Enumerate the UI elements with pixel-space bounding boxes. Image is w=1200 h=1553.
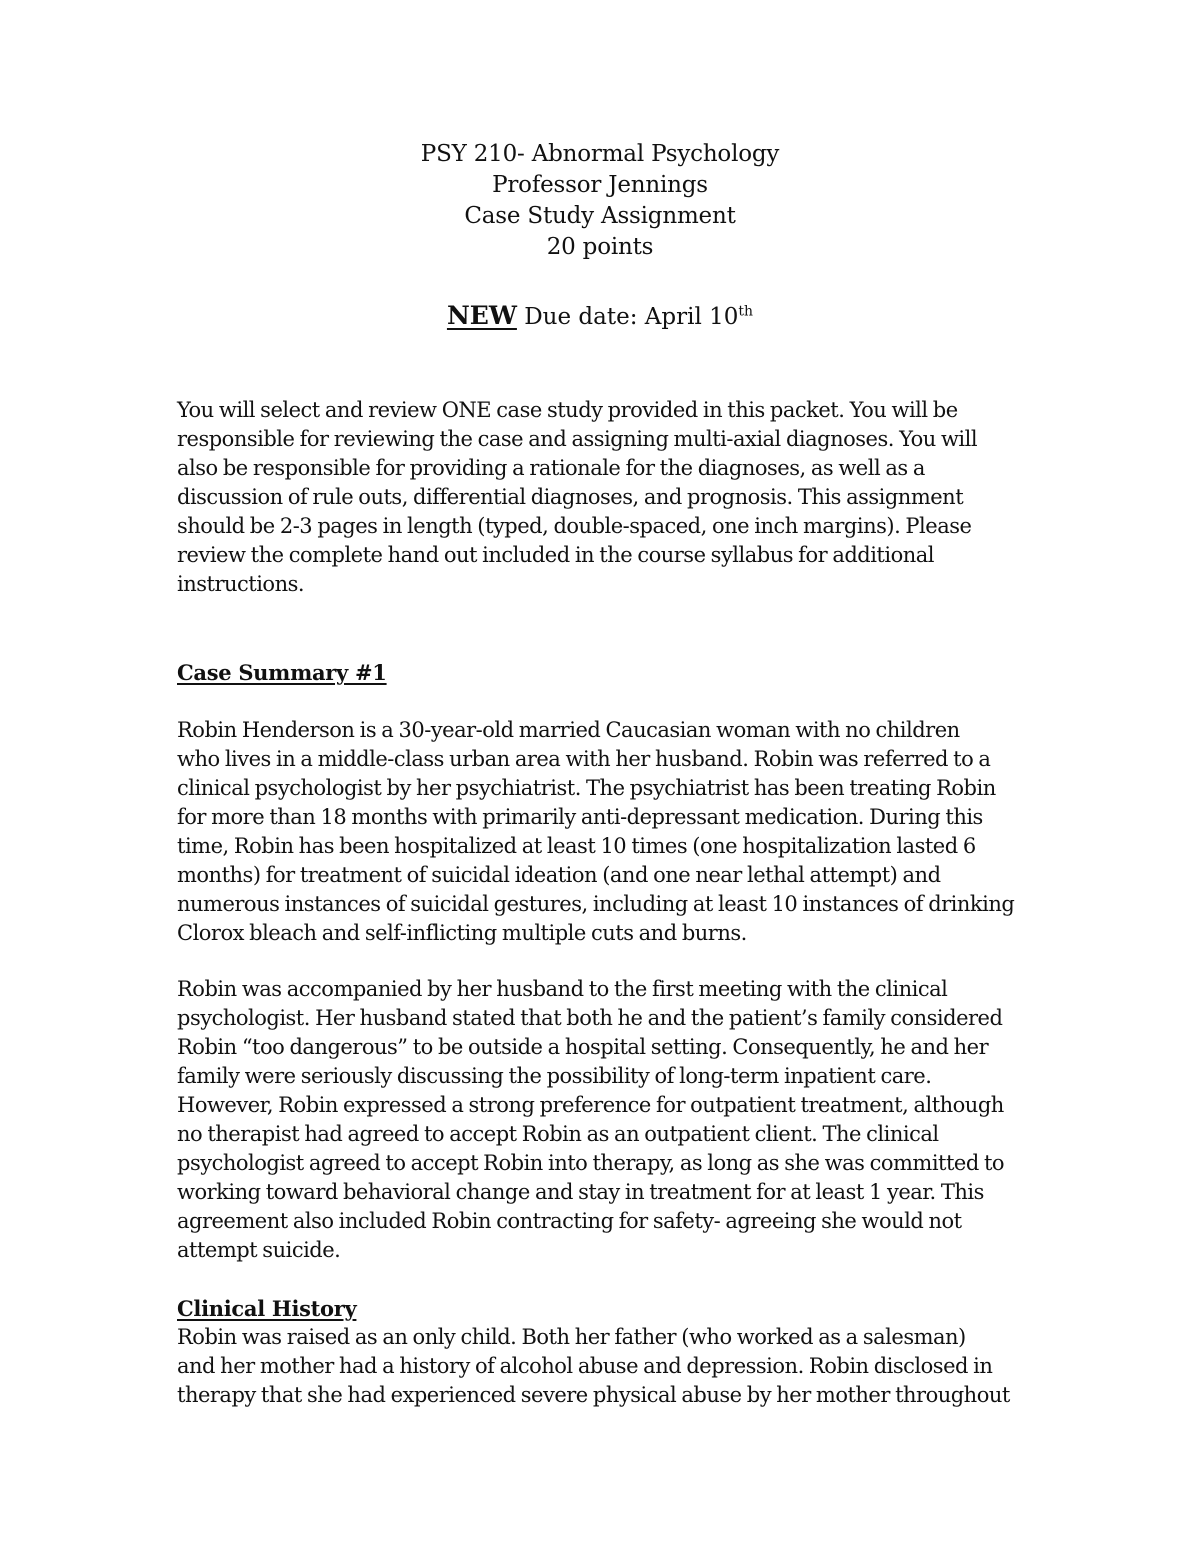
course-title: PSY 210- Abnormal Psychology [420, 141, 780, 167]
case-line: time, Robin has been hospitalized at least 10 times (one hospitalization lasted 6 [177, 834, 976, 858]
history-line: Robin was raised as an only child. Both her father (who worked as a salesman) [177, 1325, 966, 1349]
intro-line: You will select and review ONE case study provided in this packet. You will be [177, 398, 958, 422]
intro-line: should be 2-3 pages in length (typed, double-spaced, one inch margins). Please [177, 514, 972, 538]
due-date-superscript: th [738, 303, 754, 320]
professor-name: Professor Jennings [492, 172, 708, 198]
case-line: working toward behavioral change and stay in treatment for at least 1 year. This [177, 1180, 984, 1204]
case-line: Robin “too dangerous” to be outside a hospital setting. Consequently, he and her [177, 1035, 989, 1059]
due-date-text: Due date: April 10 [516, 304, 739, 330]
case-line: family were seriously discussing the possibility of long-term inpatient care. [177, 1064, 932, 1088]
case-line: clinical psychologist by her psychiatrist. The psychiatrist has been treating Robin [177, 776, 996, 800]
document-header [0, 139, 1200, 263]
case-line: no therapist had agreed to accept Robin as an outpatient client. The clinical [177, 1122, 939, 1146]
history-line: therapy that she had experienced severe physical abuse by her mother throughout [177, 1383, 1010, 1407]
case-line: Robin Henderson is a 30-year-old married Caucasian woman with no children [177, 718, 960, 742]
new-label: NEW [446, 301, 517, 330]
due-date-line [0, 296, 1200, 337]
case-line: Clorox bleach and self-inflicting multiple cuts and burns. [177, 921, 747, 945]
intro-line: instructions. [177, 572, 305, 596]
intro-line: review the complete hand out included in the course syllabus for additional [177, 543, 934, 567]
clinical-history-heading: Clinical History [177, 1296, 357, 1321]
case-line: However, Robin expressed a strong preference for outpatient treatment, although [177, 1093, 1004, 1117]
clinical-history-paragraph [177, 1323, 1037, 1410]
case-summary-paragraph-1 [177, 716, 1037, 948]
intro-paragraph [177, 396, 1037, 599]
case-line: psychologist agreed to accept Robin into therapy, as long as she was committed to [177, 1151, 1005, 1175]
case-summary-paragraph-2 [177, 975, 1037, 1265]
case-summary-heading: Case Summary #1 [177, 660, 387, 685]
points-value: 20 points [546, 234, 654, 260]
case-line: Robin was accompanied by her husband to the first meeting with the clinical [177, 977, 948, 1001]
case-line: attempt suicide. [177, 1238, 341, 1262]
case-line: who lives in a middle-class urban area with her husband. Robin was referred to a [177, 747, 991, 771]
intro-line: responsible for reviewing the case and assigning multi-axial diagnoses. You will [177, 427, 978, 451]
history-line: and her mother had a history of alcohol abuse and depression. Robin disclosed in [177, 1354, 993, 1378]
intro-line: also be responsible for providing a rationale for the diagnoses, as well as a [177, 456, 925, 480]
assignment-title: Case Study Assignment [464, 203, 736, 229]
case-line: agreement also included Robin contracting for safety- agreeing she would not [177, 1209, 962, 1233]
case-line: psychologist. Her husband stated that both he and the patient’s family considered [177, 1006, 1003, 1030]
intro-line: discussion of rule outs, differential diagnoses, and prognosis. This assignment [177, 485, 964, 509]
case-line: for more than 18 months with primarily anti-depressant medication. During this [177, 805, 983, 829]
case-line: months) for treatment of suicidal ideation (and one near lethal attempt) and [177, 863, 941, 887]
case-line: numerous instances of suicidal gestures, including at least 10 instances of drinking [177, 892, 1015, 916]
